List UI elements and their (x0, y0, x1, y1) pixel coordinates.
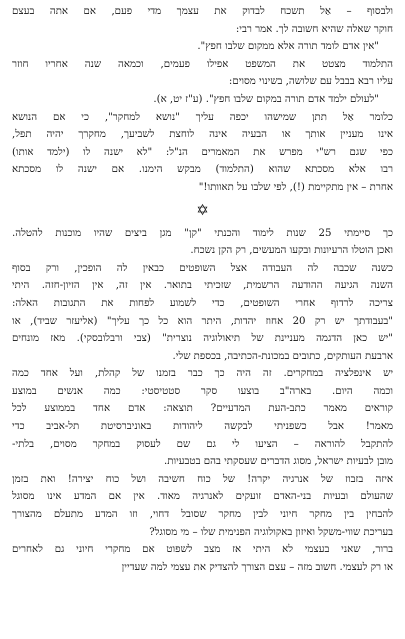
text-line: "לעולם ילמד אדם תורה במקום שלבו חפץ". (ע"ז יט, א). (153, 93, 379, 105)
text-line: "בעבודתך יש רק 20 אחוז יהדות, היתר הוא כל כך עליך" (אליעזר שביד), או (12, 315, 393, 327)
paragraph (12, 225, 393, 260)
text-line: עליו רבא בבבל עם שלושה, בשינוי מסוים: (228, 76, 393, 88)
text-line: קוראים מאמר כתב-העת המדעיים? תוצאה: אדם אחד בממוצע לכל (12, 403, 393, 415)
text-line: כך סיימתי 25 שנות לימוד והכנתי "קן" מגן ביצים שהיו מוכנות להטלה. (12, 227, 393, 239)
text-line: כלומר אַל תתן שמישהו יכפה עליך "נושא למחקר", כי אם הנושא (12, 111, 393, 123)
text-line: וכמה היום. בארה"ב בוצעו סקר סטטיסטי: כמה אנשים במוצע (12, 385, 393, 397)
text-line: "אין אדם לומד תורה אלא ממקום שלבו חפץ". (197, 41, 379, 53)
document-page (12, 3, 393, 576)
text-line: חוקר שאלה שהיא חשובה לך. אמר רבי: (235, 23, 393, 35)
text-line: "יש כאן הדגמה מעניינת של תיאולוגיה נוצרית" (צבי ורבלובסקי). מאז מונחים (12, 333, 393, 345)
text-line: ברור, שאני בעצמי לא היתי אז מצב לשפוט אם מחקרי חיוני גם לאחרים (12, 544, 393, 556)
text-line: יש אינפלציה במחקרים. זה היה כך כבר בזמנו של קהלת, ועל אחד כמה (12, 368, 393, 380)
text-line: או רק לעצמי. חשוב מזה – עצם הצורך להצדיק את עצמי למה שעדיין (121, 561, 393, 573)
text-line: רבו אלא מסכתא שהוא (התלמוד) מבקש הימנו. אם ישנה לו מסכתא (12, 164, 393, 176)
paragraph (12, 260, 393, 366)
paragraph (12, 56, 393, 91)
text-line: מובן לבעיות ישראל, מסוג הדברים שעסקתי בהם בטבעיות. (164, 456, 393, 468)
paragraph (12, 541, 393, 576)
text-line: התלמוד מצטט את המשפט אפילו פעמים, וכמאה שנה אחריו חוזר (12, 58, 393, 70)
text-line: ואכן הוטלו הרעיונות ובקעו המעשים, רק הקן נשכח. (190, 245, 393, 257)
quotation (12, 91, 393, 109)
text-line: ארבעת העותקים, כתובים במכונת-הכתיבה, בכספת שלי. (172, 350, 393, 362)
text-line: מאמר! אבל כשפניתי לבקשה ליהודות באוניברסיטת תל-אביב כדי (12, 421, 393, 433)
text-line: צריכה לרדוף אחרי השופטים, כדי לשמוע לפחות את התגובות האלה: (12, 297, 393, 309)
quotation (12, 38, 393, 56)
text-line: אינו מעניין אותך או הבעיה אינה לוחצת לשביעך, מחקרך יהיה תפל, (12, 129, 393, 141)
text-line: השנה הגיעה ההודעה הרשמית, שזכיתי בתואר. אין זה, אין הזיון-חזה. היתי (12, 280, 393, 292)
text-line: כפי שגם רש"י מפרש את המאמרים הנ"ל: "לא ישנה לו (ילמד אותו) (12, 146, 393, 158)
star-of-david-icon: ✡ (196, 201, 209, 220)
paragraph (12, 109, 393, 197)
text-line: בעריכת שווי-משקל ואיזון באקולוגיה הפנימית שלו – מי מסוגל? (149, 526, 393, 538)
text-line: שהעולם ובעיות בני-האדם זועקים לאנרגיה מאוד. אין אם המדע אינו מסוגל (12, 491, 393, 503)
paragraph (12, 471, 393, 541)
text-line: ולבסוף – אַל תשכח לבדוק את עצמך מדי פעם, אם אתה בעצם (12, 6, 393, 17)
text-line: כשנה שכבה לה העבודה אצל השופטים כבאין לה הופכין, ורק בסוף (12, 262, 393, 274)
text-line: להתקבל להוראה – הציעו לי גם שם לעסוק במחקר מסוים, בלתי- (12, 438, 393, 450)
paragraph (12, 365, 393, 471)
section-separator (12, 197, 393, 225)
text-line: אחרת – אין מתקיימת (!), לפי שלבו על תאוותו!" (198, 181, 393, 193)
paragraph (12, 3, 393, 38)
text-line: להבחין בין מחקר חיוני לבין מחקר שסובל דחוי, וזו המדע מתעלם מהצורך (12, 509, 393, 521)
text-line: איזה בזבוז של אנרגיה יקרה! של כוח חשיבה ושל כוח יצירה! ואת בזמן (12, 473, 393, 485)
